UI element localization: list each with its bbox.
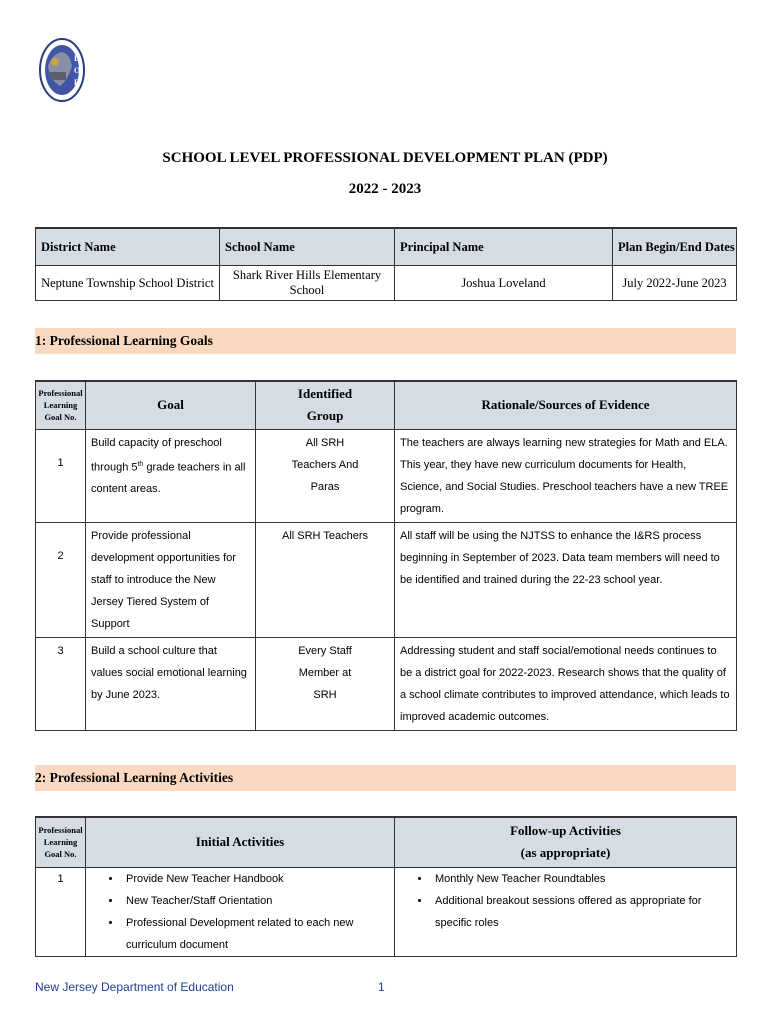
list-item: • Professional Development related to each new curriculum document bbox=[122, 912, 394, 956]
header-goal-no: Professional Learning Goal No. bbox=[36, 817, 86, 867]
goal-number: 1 bbox=[36, 429, 86, 522]
header-school-name: School Name bbox=[220, 228, 395, 266]
header-rationale: Rationale/Sources of Evidence bbox=[395, 381, 737, 429]
section-heading-activities: 2: Professional Learning Activities bbox=[35, 765, 736, 791]
header-district-name: District Name bbox=[36, 228, 220, 266]
followup-activities-list bbox=[395, 867, 737, 956]
identified-group: All SRH Teachers bbox=[256, 522, 395, 637]
rationale-text: All staff will be using the NJTSS to enhance the I&RS process beginning in September of 2023. Data team members will need to be identified and trained during the 22-23 school year. bbox=[395, 522, 737, 637]
school-name-value: Shark River Hills Elementary School bbox=[220, 266, 395, 301]
svg-text:E: E bbox=[74, 78, 80, 87]
page-title: SCHOOL LEVEL PROFESSIONAL DEVELOPMENT PLAN (PDP) bbox=[162, 150, 608, 166]
goal-text: Build a school culture that values social emotional learning by June 2023. bbox=[86, 637, 256, 730]
goals-table bbox=[35, 380, 737, 731]
followup-subtitle: (as appropriate) bbox=[520, 845, 611, 861]
followup-title: Follow-up Activities bbox=[510, 823, 621, 839]
identified-group: Every Staff Member at SRH bbox=[256, 637, 395, 730]
nj-doe-seal-icon bbox=[38, 36, 86, 104]
goal-number: 3 bbox=[36, 637, 86, 730]
principal-name-value: Joshua Loveland bbox=[395, 266, 613, 301]
district-name-value: Neptune Township School District bbox=[36, 266, 220, 301]
goal-number: 2 bbox=[36, 522, 86, 637]
header-plan-dates: Plan Begin/End Dates bbox=[613, 228, 737, 266]
activities-table bbox=[35, 816, 737, 957]
plan-dates-value: July 2022-June 2023 bbox=[613, 266, 737, 301]
table-row bbox=[36, 637, 737, 730]
identified-group: All SRH Teachers And Paras bbox=[256, 429, 395, 522]
district-info-table bbox=[35, 227, 737, 301]
page-number: 1 bbox=[378, 980, 385, 994]
goal-number: 1 bbox=[36, 867, 86, 956]
list-item: • Provide New Teacher Handbook bbox=[122, 868, 394, 890]
header-goal: Goal bbox=[86, 381, 256, 429]
header-principal-name: Principal Name bbox=[395, 228, 613, 266]
table-row bbox=[36, 522, 737, 637]
section-heading-goals: 1: Professional Learning Goals bbox=[35, 328, 736, 354]
rationale-text: Addressing student and staff social/emotional needs continues to be a district goal for 2022-2023. Research shows that the quality of a school climate contributes to improved attendance, which leads to improved academic outcomes. bbox=[395, 637, 737, 730]
svg-text:O: O bbox=[74, 66, 81, 75]
page-subtitle-year: 2022 - 2023 bbox=[348, 181, 422, 197]
list-item: • Monthly New Teacher Roundtables bbox=[431, 868, 736, 890]
table-row bbox=[36, 867, 737, 956]
header-identified-group: Identified Group bbox=[256, 381, 395, 429]
header-initial-activities: Initial Activities bbox=[86, 817, 395, 867]
table-row bbox=[36, 429, 737, 522]
initial-activities-list bbox=[86, 867, 395, 956]
rationale-text: The teachers are always learning new strategies for Math and ELA. This year, they have new curriculum documents for Health, Science, and Social Studies. Preschool teachers have a new TREE program. bbox=[395, 429, 737, 522]
goal-text: Provide professional development opportunities for staff to introduce the New Jersey Tiered System of Support bbox=[86, 522, 256, 637]
svg-text:D: D bbox=[74, 54, 80, 63]
header-goal-no: Professional Learning Goal No. bbox=[36, 381, 86, 429]
goal-text: Build capacity of preschool through 5th grade teachers in all content areas. bbox=[86, 429, 256, 522]
list-item: • New Teacher/Staff Orientation bbox=[122, 890, 394, 912]
footer-department: New Jersey Department of Education bbox=[35, 980, 234, 994]
list-item: • Additional breakout sessions offered as appropriate for specific roles bbox=[431, 890, 736, 934]
header-followup-activities bbox=[395, 817, 737, 867]
